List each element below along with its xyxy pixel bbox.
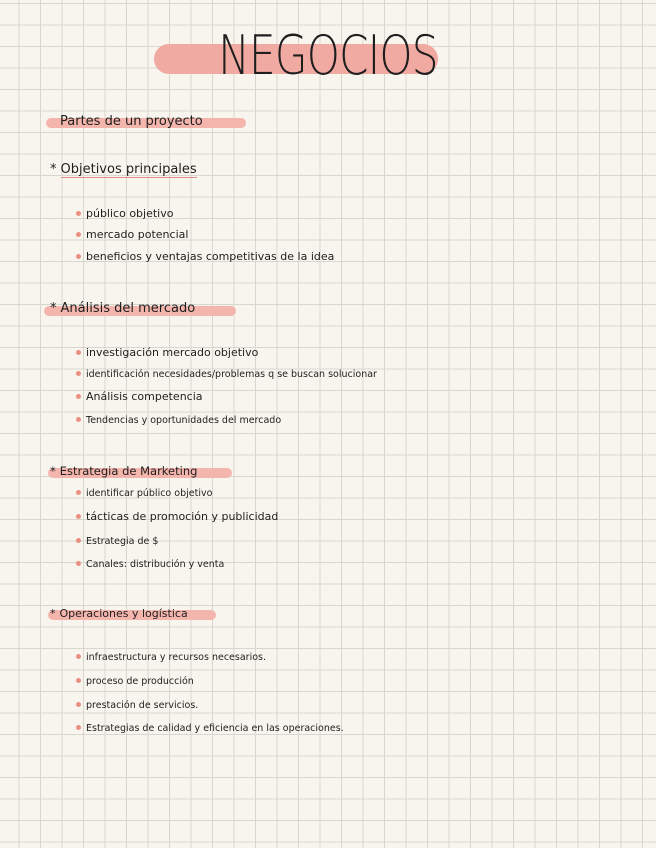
list-item xyxy=(76,228,188,242)
asterisk-icon: * xyxy=(50,162,57,177)
bullet-icon xyxy=(76,678,81,683)
bullet-icon xyxy=(76,702,81,707)
section-heading-estrategia xyxy=(50,463,197,479)
list-item xyxy=(76,651,266,665)
list-item-text: prestación de servicios. xyxy=(86,700,199,711)
bullet-icon xyxy=(76,417,81,422)
list-item-text: público objetivo xyxy=(86,207,174,220)
bullet-icon xyxy=(76,490,81,495)
list-item xyxy=(76,414,281,428)
bullet-icon xyxy=(76,350,81,355)
list-item xyxy=(76,368,377,382)
section-heading-operaciones xyxy=(50,606,188,622)
section-heading-text: Objetivos principales xyxy=(60,162,197,177)
section-heading-text: Operaciones y logística xyxy=(59,607,188,620)
list-item-text: proceso de producción xyxy=(86,676,194,687)
section-heading-text: Estrategia de Marketing xyxy=(59,464,198,478)
list-item xyxy=(76,535,158,549)
section-heading-analisis xyxy=(50,301,195,317)
bullet-icon xyxy=(76,514,81,519)
asterisk-icon: * xyxy=(50,464,56,478)
list-item-text: identificar público objetivo xyxy=(86,488,213,499)
list-item-text: Estrategia de $ xyxy=(86,536,159,547)
list-item xyxy=(76,699,198,713)
bullet-icon xyxy=(76,394,81,399)
list-item-text: mercado potencial xyxy=(86,228,189,241)
bullet-icon xyxy=(76,211,81,216)
bullet-icon xyxy=(76,232,81,237)
list-item-text: Tendencias y oportunidades del mercado xyxy=(86,415,282,426)
list-item-text: infraestructura y recursos necesarios. xyxy=(86,652,266,663)
page-subtitle: Partes de un proyecto xyxy=(60,114,203,129)
section-heading-text: Análisis del mercado xyxy=(60,301,196,316)
bullet-icon xyxy=(76,654,81,659)
bullet-icon xyxy=(76,538,81,543)
list-item-text: identificación necesidades/problemas q se buscan solucionar xyxy=(86,369,377,380)
list-item-text: beneficios y ventajas competitivas de la idea xyxy=(86,250,335,263)
list-item-text: Canales: distribución y venta xyxy=(86,559,225,570)
bullet-icon xyxy=(76,371,81,376)
list-item xyxy=(76,207,173,221)
bullet-icon xyxy=(76,725,81,730)
asterisk-icon: * xyxy=(50,301,57,316)
bullet-icon xyxy=(76,561,81,566)
list-item xyxy=(76,558,224,572)
list-item xyxy=(76,390,203,404)
list-item xyxy=(76,722,344,736)
section-heading-objetivos xyxy=(50,162,197,178)
asterisk-icon: * xyxy=(50,607,56,620)
page-title: NEGOCIOS xyxy=(218,24,438,87)
bullet-icon xyxy=(76,254,81,259)
list-item-text: Análisis competencia xyxy=(86,390,203,403)
list-item-text: investigación mercado objetivo xyxy=(86,346,259,359)
list-item xyxy=(76,675,194,689)
list-item-text: tácticas de promoción y publicidad xyxy=(86,510,279,523)
list-item xyxy=(76,346,258,360)
list-item xyxy=(76,487,212,501)
list-item-text: Estrategias de calidad y eficiencia en las operaciones. xyxy=(86,723,344,734)
list-item xyxy=(76,510,278,524)
list-item xyxy=(76,250,334,264)
